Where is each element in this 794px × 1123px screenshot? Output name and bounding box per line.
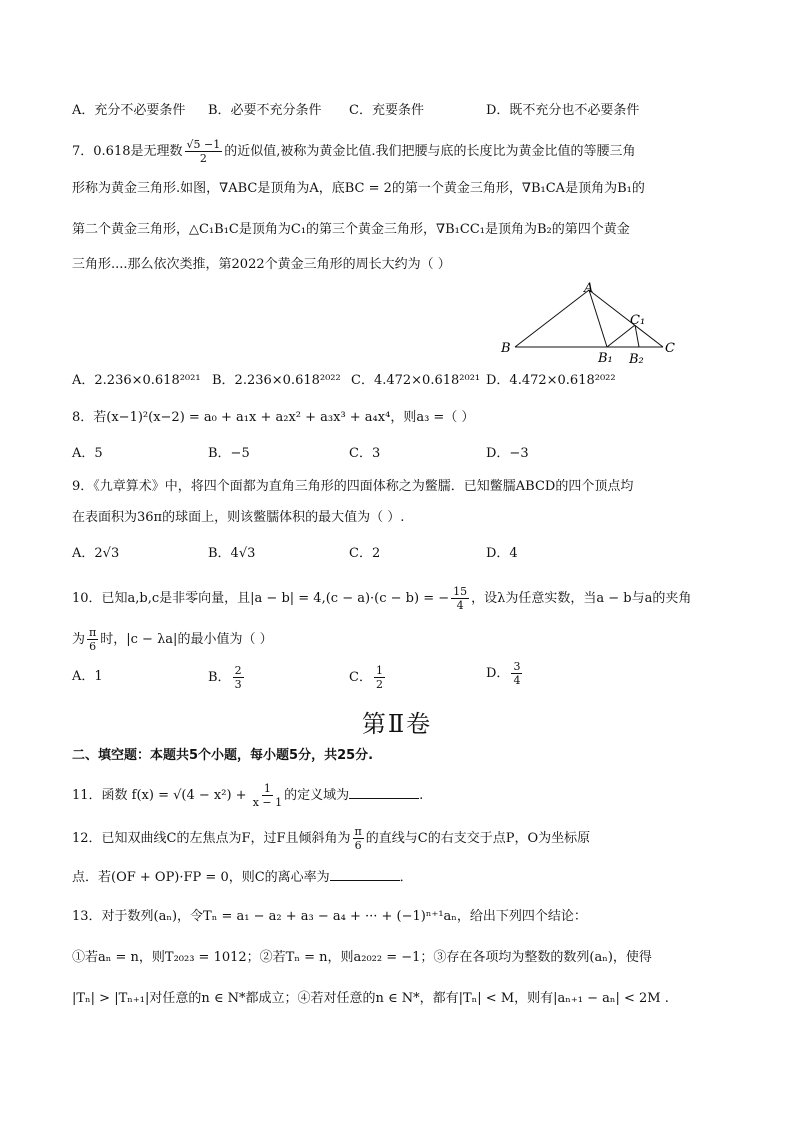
fig-label-c1: C₁ [630, 313, 646, 328]
q7-option-d: D．4.472×0.618²⁰²² [486, 373, 616, 388]
q8-option-b: B．−5 [208, 446, 250, 461]
q11-line [72, 782, 423, 809]
q7-frac-num: √5 −1 [186, 138, 221, 151]
q8-option-a: A．5 [72, 446, 103, 461]
q12-frac-den: 6 [354, 839, 362, 852]
q11-end: . [419, 788, 424, 803]
golden-triangle-figure [495, 278, 685, 368]
q11-fraction [253, 782, 282, 809]
q6-option-d: D．既不充分也不必要条件 [486, 103, 640, 118]
q10-option-c-label: C． [349, 670, 372, 685]
q12-text-c: 点．若(OF + OP)·FP = 0，则C的离心率为 [72, 870, 330, 885]
q10-frac1-num: 15 [453, 585, 468, 598]
q10-option-a [72, 668, 103, 686]
q7-fraction [185, 138, 223, 165]
fig-label-a: A [584, 281, 594, 296]
q9-option-b: B．4√3 [208, 546, 256, 561]
q10-line-1 [72, 585, 691, 612]
fig-label-b1: B₁ [598, 351, 613, 366]
fig-label-c: C [665, 341, 675, 356]
q8-stem: 8．若(x−1)²(x−2) = a₀ + a₁x + a₂x² + a₃x³ + a₄x⁴，则a₃ =（ ） [72, 410, 475, 425]
q6-option-a: A．充分不必要条件 [72, 103, 186, 118]
q11-frac-num: 1 [263, 782, 271, 795]
q10-option-d-frac [511, 660, 522, 687]
q12-text-a: 12．已知双曲线C的左焦点为F，过F且倾斜角为 [72, 831, 351, 846]
fig-label-b: B [501, 341, 511, 356]
q8-option-d: D．−3 [486, 446, 529, 461]
q7-line-3: 第二个黄金三角形，△C₁B₁C是顶角为C₁的第三个黄金三角形，∇B₁CC₁是顶角为B₂的第四个黄金 [72, 222, 630, 237]
q12-line-1 [72, 825, 590, 852]
q12-text-d: ． [399, 870, 413, 885]
q10-option-b-den: 3 [234, 678, 242, 691]
fig-label-b2: B₂ [629, 352, 644, 367]
q10-fraction-1 [451, 585, 469, 612]
q11-frac-den: x − 1 [252, 796, 283, 809]
q12-line-2 [72, 866, 413, 887]
part2-header: 二、填空题：本题共5个小题，每小题5分，共25分. [72, 748, 374, 763]
section-title: 第Ⅱ卷 [361, 710, 433, 738]
q11-text-b: 的定义域为 [284, 788, 350, 803]
q10-frac2-num: π [89, 626, 97, 639]
q7-text-b: 的近似值,被称为黄金比值.我们把腰与底的长度比为黄金比值的等腰三角 [224, 144, 636, 159]
q10-option-c [349, 664, 387, 691]
q7-line-2: 形称为黄金三角形.如图，∇ABC是顶角为A，底BC = 2的第一个黄金三角形，∇B₁CA是顶角为B₁的 [72, 181, 645, 196]
q10-frac2-den: 6 [89, 640, 97, 653]
q7-line-1 [72, 138, 636, 165]
q10-frac1-den: 4 [456, 599, 464, 612]
q6-option-b: B．必要不充分条件 [208, 103, 322, 118]
q10-option-b-frac [233, 664, 244, 691]
q10-text-d: 时，|c − λa|的最小值为（ ） [100, 632, 273, 647]
q9-line-1: 9．《九章算术》中，将四个面都为直角三角形的四面体称之为鳖臑．已知鳖臑ABCD的四个顶点均 [72, 479, 634, 494]
q9-option-c: C．2 [349, 546, 381, 561]
q9-option-d: D．4 [486, 546, 518, 561]
q10-option-b-label: B． [208, 670, 231, 685]
q7-line-4: 三角形....那么依次类推，第2022个黄金三角形的周长大约为（ ） [72, 257, 451, 272]
q10-option-d [486, 660, 524, 687]
q8-option-c: C．3 [349, 446, 381, 461]
q10-text-a: 10．已知a,b,c是非零向量，且|a − b| = 4,(c − a)·(c − b) = − [72, 591, 450, 606]
q7-option-b: B．2.236×0.618²⁰²² [212, 373, 341, 388]
q7-option-c: C．4.472×0.618²⁰²¹ [351, 373, 481, 388]
q7-text-a: 7．0.618是无理数 [72, 144, 183, 159]
q10-text-c: 为 [72, 632, 86, 647]
q10-option-a-label: A． [72, 669, 95, 684]
q10-option-c-frac [374, 664, 385, 691]
q10-text-b: ，设λ为任意实数，当a − b与a的夹角 [471, 591, 692, 606]
q10-option-d-num: 3 [513, 660, 521, 673]
q9-option-a: A．2√3 [72, 546, 120, 561]
q13-line-3: |Tₙ| > |Tₙ₊₁|对任意的n ∈ N*都成立；④若对任意的n ∈ N*，都有|Tₙ| < M，则有|aₙ₊₁ − aₙ| < 2M . [72, 991, 669, 1006]
q11-text-a: 11．函数 f(x) = √(4 − x²) + [72, 788, 251, 803]
q10-option-d-label: D． [486, 666, 510, 681]
q10-option-d-den: 4 [513, 674, 521, 687]
q9-line-2: 在表面积为36π的球面上，则该鳖臑体积的最大值为（ ）. [72, 510, 405, 525]
q12-fraction [353, 825, 364, 852]
q13-line-2: ①若aₙ = n，则T₂₀₂₃ = 1012；②若Tₙ = n，则a₂₀₂₂ = −1；③存在各项均为整数的数列(aₙ)，使得 [72, 950, 652, 965]
q12-answer-blank[interactable] [330, 866, 400, 881]
q7-frac-den: 2 [199, 152, 207, 165]
q10-fraction-2 [87, 626, 98, 653]
q7-option-a: A．2.236×0.618²⁰²¹ [72, 373, 201, 388]
q10-option-b [208, 664, 246, 691]
q13-line-1: 13．对于数列(aₙ)，令Tₙ = a₁ − a₂ + a₃ − a₄ + ··· + (−1)ⁿ⁺¹aₙ，给出下列四个结论： [72, 909, 587, 924]
q11-answer-blank[interactable] [349, 784, 419, 799]
q10-option-c-num: 1 [375, 664, 383, 677]
q12-frac-num: π [354, 825, 362, 838]
q10-line-2 [72, 626, 273, 653]
q10-option-a-value: 1 [94, 669, 103, 684]
q10-option-c-den: 2 [375, 678, 383, 691]
q12-text-b: 的直线与C的右支交于点P，O为坐标原 [365, 831, 591, 846]
q10-option-b-num: 2 [234, 664, 242, 677]
q6-option-c: C．充要条件 [349, 103, 424, 118]
